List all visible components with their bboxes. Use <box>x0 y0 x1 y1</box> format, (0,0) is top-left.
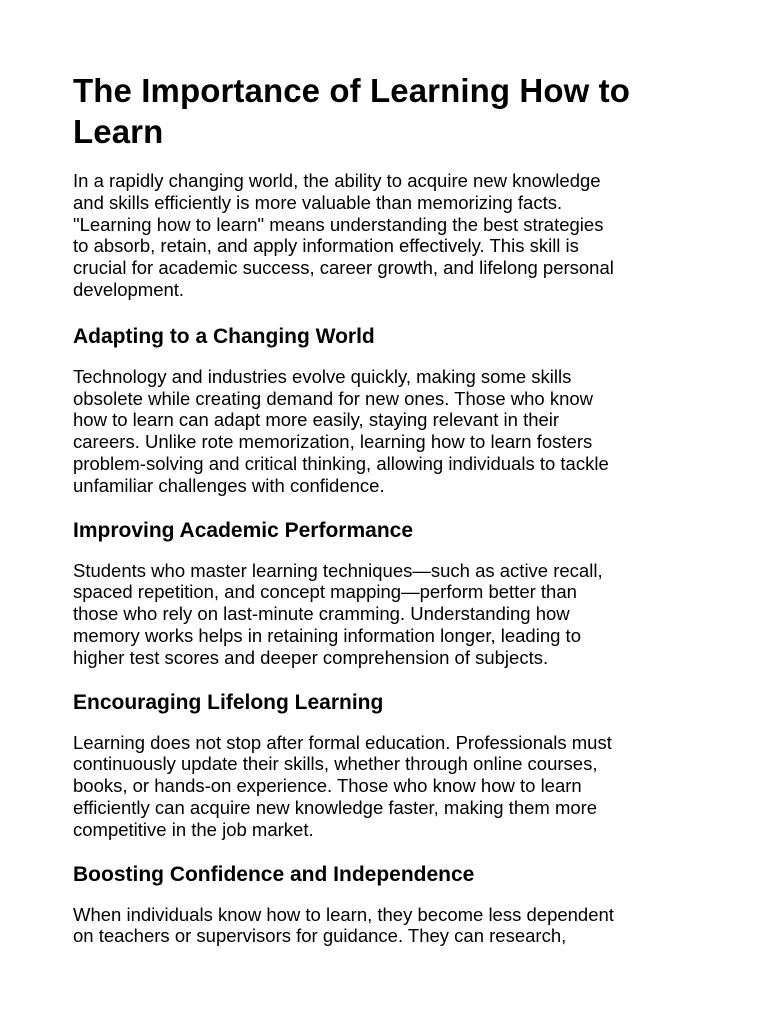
section-body-confidence: When individuals know how to learn, they become less dependent on teachers or supervisors for guidance. They can research, <box>73 903 614 947</box>
section-heading-academic: Improving Academic Performance <box>73 518 413 542</box>
section-body-lifelong: Learning does not stop after formal education. Professionals must continuously update their skills, whether through online courses, books, or hands-on experience. Those who know how to learn efficiently can acquire new knowledge faster, making them more competitive in the job market. <box>73 731 612 840</box>
section-body-adapting: Technology and industries evolve quickly, making some skills obsolete while creating demand for new ones. Those who know how to learn can adapt more easily, staying relevant in their careers. Unlike rote memorization, learning how to learn fosters problem-solving and critical thinking, allowing individuals to tackle unfamiliar challenges with confidence. <box>73 365 609 496</box>
section-heading-confidence: Boosting Confidence and Independence <box>73 862 475 886</box>
document-page <box>73 70 703 968</box>
document-title: The Importance of Learning How to Learn <box>73 72 630 150</box>
section-heading-adapting: Adapting to a Changing World <box>73 324 375 348</box>
section-body-academic: Students who master learning techniques—such as active recall, spaced repetition, and concept mapping—perform better than those who rely on last-minute cramming. Understanding how memory works helps in retaining information longer, leading to higher test scores and deeper comprehension of subjects. <box>73 559 603 668</box>
intro-paragraph: In a rapidly changing world, the ability to acquire new knowledge and skills efficiently is more valuable than memorizing facts. "Learning how to learn" means understanding the best strategies to absorb, retain, and apply information effectively. This skill is crucial for academic success, career growth, and lifelong personal development. <box>73 170 614 300</box>
section-heading-lifelong: Encouraging Lifelong Learning <box>73 690 384 714</box>
